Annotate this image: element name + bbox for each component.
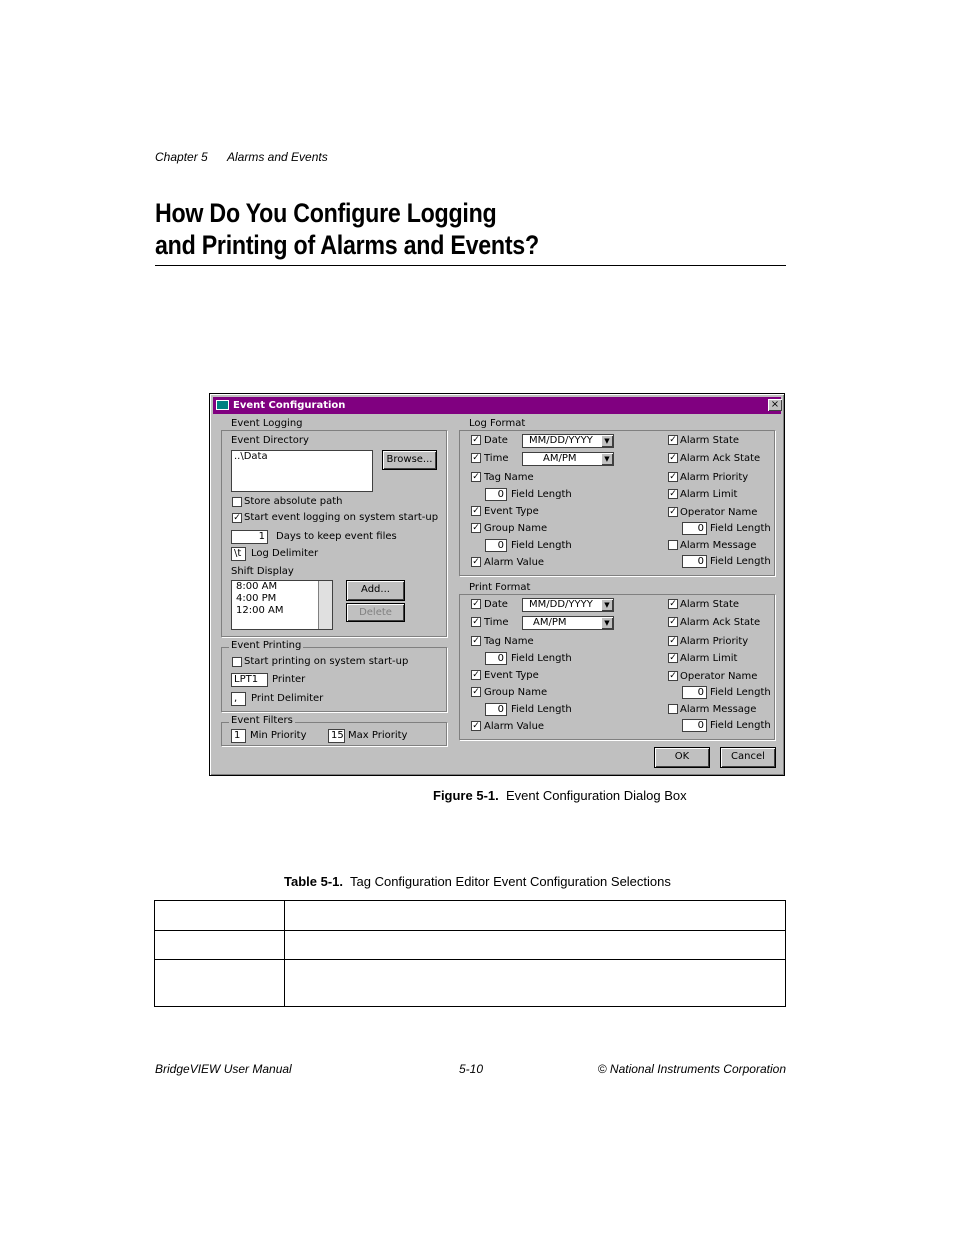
log-operator-name-checkbox[interactable]: ✓ [669,507,677,517]
log-time-label: Time [484,453,509,464]
table-caption [284,874,671,889]
shift-list[interactable] [231,580,333,630]
log-time-select[interactable] [522,452,614,466]
delete-shift-button[interactable]: Delete [346,603,405,622]
print-alarm-limit-checkbox[interactable]: ✓ [669,653,677,663]
print-operator-name-checkbox[interactable]: ✓ [669,671,677,681]
browse-button[interactable]: Browse... [382,450,437,470]
log-alarm-limit-checkbox[interactable]: ✓ [669,489,677,499]
table-cell [155,960,285,1007]
print-operator-length-label: Field Length [710,687,771,698]
chevron-down-icon[interactable]: ▼ [601,453,613,465]
log-operator-name-label: Operator Name [680,507,758,518]
log-delimiter-label: Log Delimiter [251,548,319,559]
log-tag-length-field[interactable]: 0 [485,488,507,501]
log-group-length-label: Field Length [511,540,572,551]
store-absolute-label: Store absolute path [244,496,343,507]
print-format-label: Print Format [469,582,531,593]
print-alarm-value-checkbox[interactable]: ✓ [472,721,480,731]
add-shift-button[interactable]: Add... [346,580,405,601]
log-format-label: Log Format [469,418,526,429]
event-directory-label: Event Directory [231,435,309,446]
log-alarm-limit-label: Alarm Limit [680,489,738,500]
print-group-length-field[interactable]: 0 [485,703,507,716]
log-tag-name-checkbox[interactable]: ✓ [472,472,480,482]
shift-scrollbar[interactable] [318,581,332,629]
chapter-label: Chapter 5 [155,150,208,164]
title-rule [155,265,786,266]
event-logging-label: Event Logging [231,418,303,429]
table-cell [285,901,786,931]
start-printing-checkbox[interactable] [232,657,242,667]
print-date-checkbox[interactable]: ✓ [472,599,480,609]
log-group-name-label: Group Name [484,523,548,534]
min-priority-label: Min Priority [250,730,307,741]
table-row [155,960,786,1007]
days-label: Days to keep event files [276,531,397,542]
log-event-type-checkbox[interactable]: ✓ [472,506,480,516]
start-logging-checkbox[interactable]: ✓ [233,513,241,523]
shift-item[interactable]: 4:00 PM [236,593,277,604]
log-event-type-label: Event Type [484,506,539,517]
print-message-length-label: Field Length [710,720,771,731]
dialog-title: Event Configuration [233,400,346,411]
table-row [155,931,786,960]
print-group-name-checkbox[interactable]: ✓ [472,687,480,697]
table-cell [285,960,786,1007]
printer-label: Printer [272,674,306,685]
print-alarm-message-checkbox[interactable] [668,704,678,714]
log-format-group [459,430,775,576]
print-alarm-ack-checkbox[interactable]: ✓ [669,617,677,627]
print-event-type-label: Event Type [484,670,539,681]
min-priority-field[interactable]: 1 [231,729,246,743]
print-time-label: Time [484,617,509,628]
print-message-length-field[interactable]: 0 [682,719,707,732]
print-alarm-state-checkbox[interactable]: ✓ [669,599,677,609]
log-time-checkbox[interactable]: ✓ [472,453,480,463]
table-number: Table 5-1. [284,874,344,889]
footer-page-number: 5-10 [459,1062,484,1076]
figure-number: Figure 5-1. [433,788,499,803]
log-time-value: AM/PM [543,453,577,464]
print-time-select[interactable] [522,616,614,630]
print-tag-length-field[interactable]: 0 [485,652,507,665]
print-operator-length-field[interactable]: 0 [682,686,707,699]
log-alarm-state-checkbox[interactable]: ✓ [669,435,677,445]
log-group-name-checkbox[interactable]: ✓ [472,523,480,533]
print-format-group [459,594,775,740]
page-title-line1: How Do You Configure Logging [155,198,497,228]
print-date-select[interactable] [522,598,614,612]
shift-display-label: Shift Display [231,566,294,577]
log-alarm-value-label: Alarm Value [484,557,545,568]
figure-caption [433,788,687,803]
log-alarm-ack-label: Alarm Ack State [680,453,761,464]
table-cell [155,901,285,931]
ok-button[interactable]: OK [654,747,710,768]
cancel-button[interactable]: Cancel [720,747,776,768]
log-alarm-ack-checkbox[interactable]: ✓ [669,453,677,463]
dialog-titlebar [213,397,781,414]
page-title [155,197,539,261]
print-tag-length-label: Field Length [511,653,572,664]
app-icon [216,400,229,410]
log-date-select[interactable] [522,434,614,448]
log-alarm-state-label: Alarm State [680,435,740,446]
section-label: Alarms and Events [227,150,328,164]
print-alarm-state-label: Alarm State [680,599,740,610]
print-alarm-message-label: Alarm Message [680,704,757,715]
print-tag-name-label: Tag Name [484,636,534,647]
chevron-down-icon[interactable]: ▼ [601,617,613,629]
figure-caption-text: Event Configuration Dialog Box [505,788,687,803]
start-logging-label: Start event logging on system start-up [244,512,439,523]
log-operator-length-label: Field Length [710,523,771,534]
print-tag-name-checkbox[interactable]: ✓ [472,636,480,646]
footer-copyright: © National Instruments Corporation [597,1062,786,1076]
shift-item[interactable]: 12:00 AM [236,605,284,616]
store-absolute-checkbox[interactable] [232,497,242,507]
log-alarm-priority-label: Alarm Priority [680,472,749,483]
print-group-name-label: Group Name [484,687,548,698]
log-date-checkbox[interactable]: ✓ [472,435,480,445]
print-time-value: AM/PM [533,617,567,628]
print-time-checkbox[interactable]: ✓ [472,617,480,627]
print-alarm-priority-label: Alarm Priority [680,636,749,647]
table-caption-text: Tag Configuration Editor Event Configuration Selections [350,874,671,889]
log-alarm-priority-checkbox[interactable]: ✓ [669,472,677,482]
event-filters-label: Event Filters [231,715,293,726]
print-alarm-priority-checkbox[interactable]: ✓ [669,636,677,646]
print-date-label: Date [484,599,508,610]
event-directory-field[interactable]: ..\Data [231,450,373,492]
log-message-length-field[interactable]: 0 [682,555,707,568]
print-delimiter-label: Print Delimiter [251,693,324,704]
start-printing-label: Start printing on system start-up [244,656,409,667]
print-operator-name-label: Operator Name [680,671,758,682]
shift-item[interactable]: 8:00 AM [236,581,278,592]
log-alarm-value-checkbox[interactable]: ✓ [472,557,480,567]
print-group-length-label: Field Length [511,704,572,715]
days-field[interactable]: 1 [231,530,268,544]
log-operator-length-field[interactable]: 0 [682,522,707,535]
print-alarm-value-label: Alarm Value [484,721,545,732]
footer-manual: BridgeVIEW User Manual [155,1062,292,1076]
print-alarm-limit-label: Alarm Limit [680,653,738,664]
max-priority-label: Max Priority [348,730,408,741]
printer-field[interactable]: LPT1 [231,673,268,687]
table-cell [155,931,285,960]
page-title-line2: and Printing of Alarms and Events? [155,230,539,260]
max-priority-field[interactable]: 15 [328,729,345,743]
event-printing-label: Event Printing [231,640,302,651]
log-message-length-label: Field Length [710,556,771,567]
print-delimiter-field[interactable]: , [231,692,246,706]
table-cell [285,931,786,960]
log-alarm-message-checkbox[interactable] [668,540,678,550]
log-date-value: MM/DD/YYYY [529,435,593,446]
log-tag-length-label: Field Length [511,489,572,500]
log-alarm-message-label: Alarm Message [680,540,757,551]
chevron-down-icon[interactable]: ▼ [601,435,613,447]
chevron-down-icon[interactable]: ▼ [601,599,613,611]
event-configuration-dialog [209,393,785,776]
print-alarm-ack-label: Alarm Ack State [680,617,761,628]
log-date-label: Date [484,435,508,446]
print-event-type-checkbox[interactable]: ✓ [472,670,480,680]
log-delimiter-field[interactable]: \t [231,547,246,561]
close-icon[interactable]: × [768,399,782,411]
log-tag-name-label: Tag Name [484,472,534,483]
log-group-length-field[interactable]: 0 [485,539,507,552]
table-row [155,901,786,931]
print-date-value: MM/DD/YYYY [529,599,593,610]
event-configuration-table [154,900,786,1007]
